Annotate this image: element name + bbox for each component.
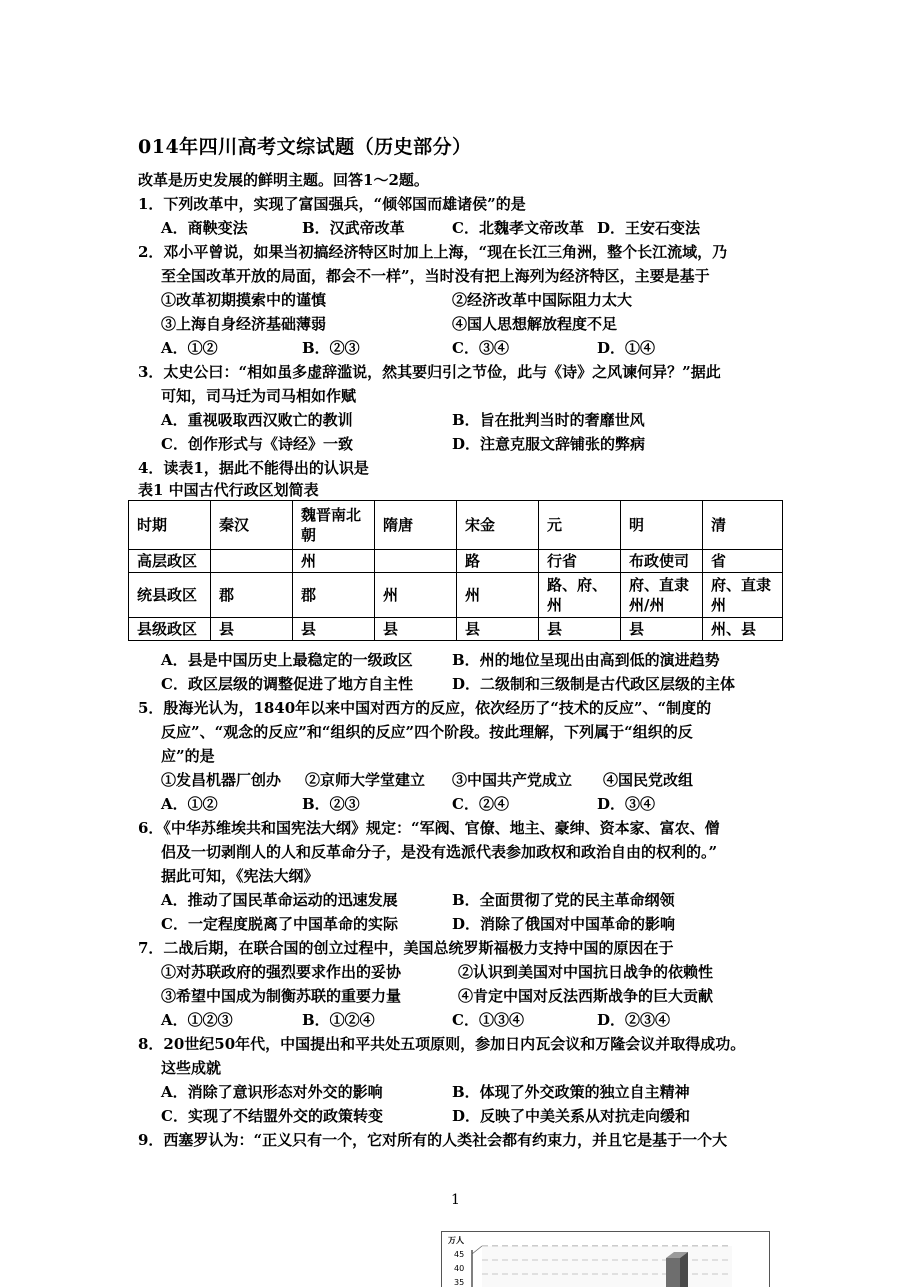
question-9-stem: 9．西塞罗认为：“正义只有一个，它对所有的人类社会都有约束力，并且它是基于一个大: [138, 1131, 728, 1149]
q1-option-d: D．王安石变法: [597, 219, 701, 237]
table-row: [129, 550, 783, 573]
table-cell: 路: [457, 550, 539, 573]
table-row: [129, 573, 783, 618]
q2-option-d: D．①④: [597, 339, 656, 357]
q3-option-c: C．创作形式与《诗经》一致: [161, 435, 353, 453]
table-cell: [211, 550, 293, 573]
chart-unit-label: 万人: [448, 1236, 464, 1245]
question-6-stem-line2: 侣及一切剥削人的人和反革命分子，是没有选派代表参加政权和政治自由的权利的。”: [161, 843, 718, 861]
table-cell: 布政使司: [621, 550, 703, 573]
question-1-stem: 1．下列改革中，实现了富国强兵，“倾邻国而雄诸侯”的是: [138, 195, 526, 213]
q2-option-b: B．②③: [302, 339, 360, 357]
table-cell: 县: [539, 618, 621, 641]
question-6-stem-line3: 据此可知，《宪法大纲》: [161, 867, 319, 885]
q1-option-c: C．北魏孝文帝改革: [452, 219, 584, 237]
page-number: 1: [451, 1192, 460, 1208]
q6-option-a: A．推动了国民革命运动的迅速发展: [161, 891, 398, 909]
partial-chart-figure: [441, 1231, 770, 1287]
table-caption: 表1 中国古代行政区划简表: [138, 481, 319, 499]
q5-item-3: ③中国共产党成立: [452, 771, 573, 789]
question-3-stem-line2: 可知，司马迁为司马相如作赋: [161, 387, 357, 405]
q2-item-4: ④国人思想解放程度不足: [452, 315, 618, 333]
table-cell: 州、县: [703, 618, 783, 641]
question-4-stem: 4．读表1，据此不能得出的认识是: [138, 459, 369, 477]
q4-option-c: C．政区层级的调整促进了地方自主性: [161, 675, 413, 693]
table-cell: 县: [293, 618, 375, 641]
q7-item-2: ②认识到美国对中国抗日战争的依赖性: [458, 963, 714, 981]
question-6-stem-line1: 6．《中华苏维埃共和国宪法大纲》规定：“军阀、官僚、地主、豪绅、资本家、富农、僧: [138, 819, 720, 837]
question-5-stem-line3: 应”的是: [161, 747, 215, 765]
q3-option-a: A．重视吸取西汉败亡的教训: [161, 411, 353, 429]
table-cell: 郡: [293, 573, 375, 618]
admin-division-table: [128, 500, 783, 641]
question-2-stem-line2: 至全国改革开放的局面，都会不一样”，当时没有把上海列为经济特区，主要是基于: [161, 267, 710, 285]
q3-option-b: B．旨在批判当时的奢靡世风: [452, 411, 645, 429]
table-cell: 州: [375, 573, 457, 618]
table-header-cell: 清: [703, 501, 783, 550]
chart-back-wall: [482, 1246, 732, 1287]
table-cell: 县: [375, 618, 457, 641]
q5-item-1: ①发昌机器厂创办: [161, 771, 282, 789]
question-8-stem-line1: 8．20世纪50年代，中国提出和平共处五项原则，参加日内瓦会议和万隆会议并取得成功。: [138, 1035, 746, 1053]
table-header-cell: 明: [621, 501, 703, 550]
table-cell: 统县政区: [129, 573, 211, 618]
table-header-row: [129, 501, 783, 550]
chart-tick-label: 45: [454, 1250, 465, 1259]
chart-depth-line: [472, 1246, 482, 1254]
q6-option-c: C．一定程度脱离了中国革命的实际: [161, 915, 398, 933]
table-header-cell: 魏晋南北朝: [293, 501, 375, 550]
chart-bar: [666, 1258, 680, 1287]
q7-option-d: D．②③④: [597, 1011, 671, 1029]
intro-text: 改革是历史发展的鲜明主题。回答1～2题。: [138, 171, 429, 189]
q6-option-d: D．消除了俄国对中国革命的影响: [452, 915, 676, 933]
table-cell: 州: [293, 550, 375, 573]
q6-option-b: B．全面贯彻了党的民主革命纲领: [452, 891, 675, 909]
table-header-cell: 元: [539, 501, 621, 550]
table-cell: 县: [621, 618, 703, 641]
q5-option-b: B．②③: [302, 795, 360, 813]
question-8-stem-line2: 这些成就: [161, 1059, 222, 1077]
q8-option-c: C．实现了不结盟外交的政策转变: [161, 1107, 383, 1125]
q4-option-a: A．县是中国历史上最稳定的一级政区: [161, 651, 413, 669]
q4-option-d: D．二级制和三级制是古代政区层级的主体: [452, 675, 736, 693]
q8-option-a: A．消除了意识形态对外交的影响: [161, 1083, 383, 1101]
chart-bar-side: [680, 1252, 688, 1287]
q5-option-c: C．②④: [452, 795, 509, 813]
q5-option-d: D．③④: [597, 795, 656, 813]
table-header-cell: 隋唐: [375, 501, 457, 550]
q8-option-b: B．体现了外交政策的独立自主精神: [452, 1083, 690, 1101]
table-cell: 州: [457, 573, 539, 618]
q5-item-2: ②京师大学堂建立: [305, 771, 426, 789]
q7-option-a: A．①②③: [161, 1011, 233, 1029]
chart-tick-label: 35: [454, 1278, 465, 1287]
q7-item-4: ④肯定中国对反法西斯战争的巨大贡献: [458, 987, 714, 1005]
question-5-stem-line2: 反应”、“观念的反应”和“组织的反应”四个阶段。按此理解，下列属于“组织的反: [161, 723, 693, 741]
q2-option-c: C．③④: [452, 339, 509, 357]
table-cell: 省: [703, 550, 783, 573]
partial-chart-svg: [442, 1232, 769, 1287]
q2-item-1: ①改革初期摸索中的谨慎: [161, 291, 327, 309]
q5-item-4: ④国民党改组: [603, 771, 694, 789]
q1-option-a: A．商鞅变法: [161, 219, 248, 237]
table-cell: 路、府、州: [539, 573, 621, 618]
q7-item-3: ③希望中国成为制衡苏联的重要力量: [161, 987, 402, 1005]
q7-item-1: ①对苏联政府的强烈要求作出的妥协: [161, 963, 402, 981]
table-cell: 郡: [211, 573, 293, 618]
table-cell: 行省: [539, 550, 621, 573]
page-title: 014年四川高考文综试题（历史部分）: [138, 136, 472, 158]
q2-option-a: A．①②: [161, 339, 218, 357]
q8-option-d: D．反映了中美关系从对抗走向缓和: [452, 1107, 691, 1125]
q2-item-3: ③上海自身经济基础薄弱: [161, 315, 327, 333]
q2-item-2: ②经济改革中国际阻力太大: [452, 291, 633, 309]
question-2-stem-line1: 2．邓小平曾说，如果当初搞经济特区时加上上海，“现在长江三角洲，整个长江流域，乃: [138, 243, 728, 261]
table-cell: [375, 550, 457, 573]
table-cell: 府、直隶州/州: [621, 573, 703, 618]
q7-option-b: B．①②④: [302, 1011, 375, 1029]
q1-option-b: B．汉武帝改革: [302, 219, 405, 237]
q3-option-d: D．注意克服文辞铺张的弊病: [452, 435, 646, 453]
question-7-stem: 7．二战后期，在联合国的创立过程中，美国总统罗斯福极力支持中国的原因在于: [138, 939, 674, 957]
table-cell: 高层政区: [129, 550, 211, 573]
table-cell: 县级政区: [129, 618, 211, 641]
table-cell: 县: [211, 618, 293, 641]
table-header-cell: 时期: [129, 501, 211, 550]
q5-option-a: A．①②: [161, 795, 218, 813]
table-header-cell: 秦汉: [211, 501, 293, 550]
table-cell: 县: [457, 618, 539, 641]
question-5-stem-line1: 5．殷海光认为，1840年以来中国对西方的反应，依次经历了“技术的反应”、“制度的: [138, 699, 712, 717]
table-header-cell: 宋金: [457, 501, 539, 550]
table-cell: 府、直隶州: [703, 573, 783, 618]
q7-option-c: C．①③④: [452, 1011, 524, 1029]
table-row: [129, 618, 783, 641]
chart-tick-label: 40: [454, 1264, 465, 1273]
q4-option-b: B．州的地位呈现出由高到低的演进趋势: [452, 651, 720, 669]
question-3-stem-line1: 3．太史公曰：“相如虽多虚辞滥说，然其要归引之节俭，此与《诗》之风谏何异？”据此: [138, 363, 721, 381]
